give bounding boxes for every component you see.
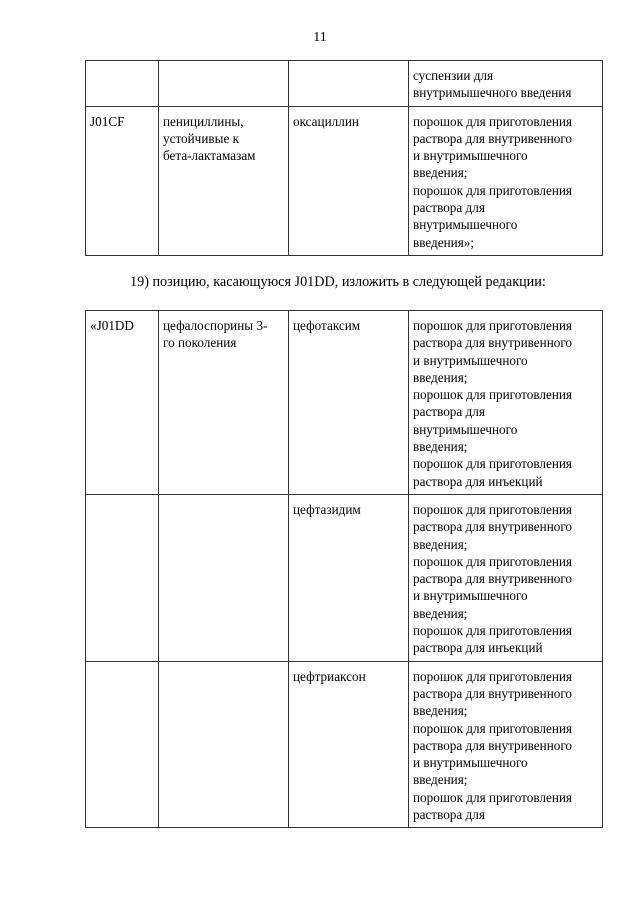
dosage-form-line: порошок для приготовления — [413, 182, 573, 198]
dosage-form-line: раствора для внутривенного — [413, 335, 573, 351]
dosage-form-cell — [409, 106, 603, 255]
dosage-form-line: введения»; — [413, 234, 475, 250]
page-number: 11 — [313, 30, 327, 45]
dosage-form-line: суспензии для — [413, 68, 494, 83]
drug-table-top — [85, 60, 603, 256]
table-row — [86, 494, 603, 661]
drug-name-cell — [289, 106, 409, 255]
drug-group-line: пенициллины, — [163, 113, 244, 129]
dosage-form-cell — [409, 61, 603, 107]
dosage-form-line: введения; — [413, 439, 468, 455]
dosage-form-line: введения; — [413, 605, 468, 621]
dosage-form-line: и внутримышечного — [413, 588, 528, 604]
drug-group-line: устойчивые к — [163, 130, 240, 146]
dosage-form-line: введения; — [413, 536, 468, 552]
drug-name-cell — [289, 494, 409, 661]
dosage-form-line: раствора для — [413, 200, 485, 216]
table-row — [86, 61, 603, 107]
dosage-form-line: раствора для внутривенного — [413, 685, 573, 701]
drug-group-cell — [159, 311, 289, 495]
dosage-form-line: порошок для приготовления — [413, 387, 573, 403]
dosage-form-line: порошок для приготовления — [413, 623, 573, 639]
amendment-paragraph: 19) позицию, касающуюся J01DD, изложить в следующей редакции: — [130, 274, 546, 290]
dosage-form-line: раствора для внутривенного — [413, 519, 573, 535]
dosage-form-line: раствора для внутривенного — [413, 571, 573, 587]
dosage-form-line: раствора для — [413, 404, 485, 420]
drug-name-cell — [289, 61, 409, 107]
drug-name-line: цефотаксим — [293, 318, 361, 333]
drug-name-cell — [289, 311, 409, 495]
dosage-form-line: внутримышечного — [413, 217, 518, 233]
drug-name-line: оксациллин — [293, 113, 359, 129]
dosage-form-cell — [409, 661, 603, 828]
dosage-form-line: порошок для приготовления — [413, 789, 573, 805]
dosage-form-line: порошок для приготовления — [413, 553, 573, 569]
dosage-form-line: порошок для приготовления — [413, 318, 573, 333]
dosage-form-line: порошок для приготовления — [413, 113, 573, 129]
atc-code-cell — [86, 661, 159, 828]
drug-group-line: цефалоспорины 3- — [163, 318, 268, 333]
dosage-form-line: раствора для внутривенного — [413, 130, 573, 146]
dosage-form-line: раствора для инъекций — [413, 640, 543, 656]
table-row — [86, 311, 603, 495]
dosage-form-line: раствора для — [413, 807, 485, 823]
drug-group-cell — [159, 661, 289, 828]
atc-code-text: J01CF — [90, 113, 125, 129]
drug-group-cell — [159, 494, 289, 661]
dosage-form-line: введения; — [413, 165, 468, 181]
drug-table-bottom — [85, 310, 603, 828]
drug-group-cell — [159, 61, 289, 107]
atc-code-cell — [86, 106, 159, 255]
table-row — [86, 661, 603, 828]
dosage-form-cell — [409, 494, 603, 661]
dosage-form-cell — [409, 311, 603, 495]
atc-code-cell — [86, 311, 159, 495]
table-row — [86, 106, 603, 255]
atc-code-cell — [86, 61, 159, 107]
dosage-form-line: введения; — [413, 369, 468, 385]
drug-name-cell — [289, 661, 409, 828]
dosage-form-line: порошок для приготовления — [413, 501, 573, 517]
dosage-form-line: порошок для приготовления — [413, 720, 573, 736]
atc-code-cell — [86, 494, 159, 661]
drug-name-line: цефтриаксон — [293, 668, 366, 684]
atc-code-text: «J01DD — [90, 318, 134, 333]
drug-group-line: го поколения — [163, 335, 237, 351]
dosage-form-line: раствора для внутривенного — [413, 737, 573, 753]
dosage-form-line: порошок для приготовления — [413, 456, 573, 472]
dosage-form-line: введения; — [413, 772, 468, 788]
drug-group-line: бета-лактамазам — [163, 148, 256, 164]
dosage-form-line: внутримышечного введения — [413, 85, 572, 101]
dosage-form-line: раствора для инъекций — [413, 473, 543, 489]
dosage-form-line: и внутримышечного — [413, 148, 528, 164]
dosage-form-line: и внутримышечного — [413, 755, 528, 771]
drug-group-cell — [159, 106, 289, 255]
dosage-form-line: введения; — [413, 703, 468, 719]
dosage-form-line: порошок для приготовления — [413, 668, 573, 684]
drug-name-line: цефтазидим — [293, 501, 361, 517]
dosage-form-line: внутримышечного — [413, 421, 518, 437]
dosage-form-line: и внутримышечного — [413, 352, 528, 368]
